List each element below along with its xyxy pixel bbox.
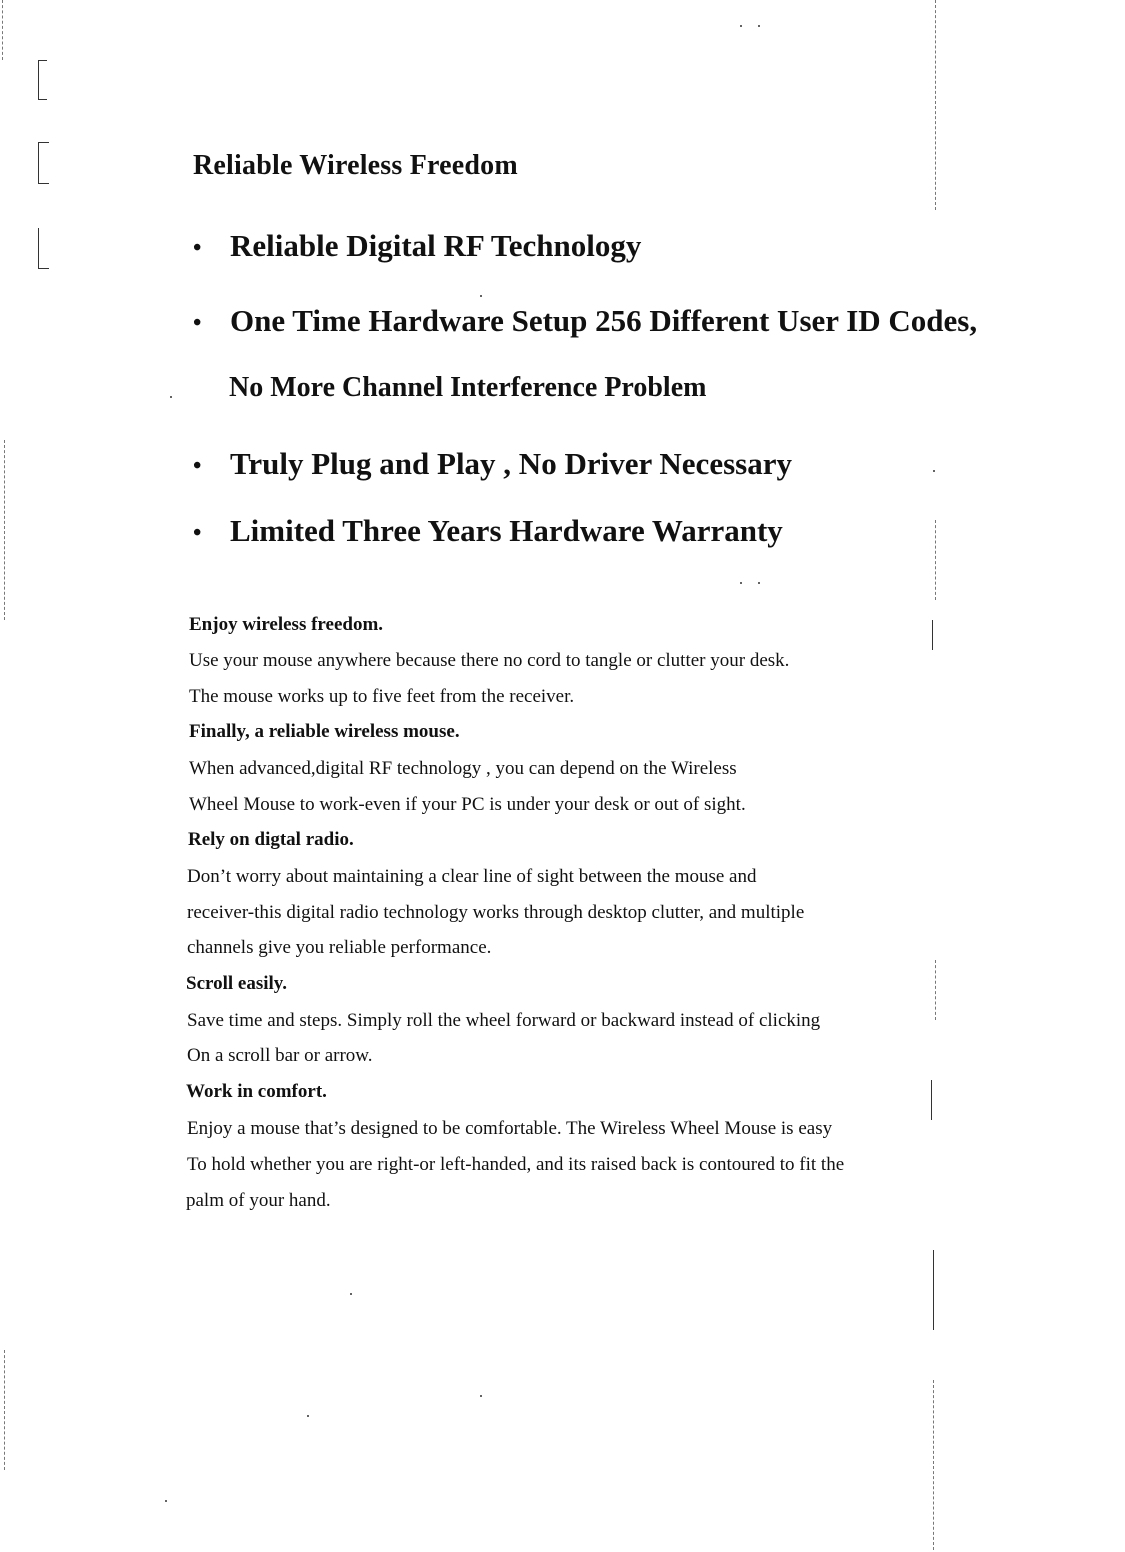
feature-item [193, 228, 641, 264]
scan-speck [740, 582, 742, 584]
scan-speck [350, 1293, 352, 1295]
section-heading: Rely on digtal radio. [188, 829, 354, 850]
body-line: palm of your hand. [186, 1190, 331, 1211]
scan-mark [38, 228, 49, 269]
body-line: Use your mouse anywhere because there no cord to tangle or clutter your desk. [189, 650, 790, 671]
body-line: receiver-this digital radio technology works through desktop clutter, and multiple [187, 902, 805, 923]
body-line: Save time and steps. Simply roll the wheel forward or backward instead of clicking [187, 1010, 821, 1031]
feature-text: Reliable Digital RF Technology [230, 228, 642, 263]
scan-speck [758, 582, 760, 584]
scan-speck [480, 1395, 482, 1397]
scan-edge-line [933, 1380, 934, 1550]
scan-speck [170, 396, 172, 398]
scan-speck [165, 1500, 167, 1502]
feature-text: Truly Plug and Play , No Driver Necessary [230, 446, 792, 481]
body-line: On a scroll bar or arrow. [187, 1045, 373, 1066]
section-heading: Enjoy wireless freedom. [189, 614, 384, 635]
section-heading: Finally, a reliable wireless mouse. [189, 721, 460, 742]
body-line: Wheel Mouse to work-even if your PC is under your desk or out of sight. [189, 794, 746, 815]
bullet-icon: • [193, 235, 202, 262]
body-line: Don’t worry about maintaining a clear line of sight between the mouse and [187, 866, 757, 887]
body-line: Enjoy a mouse that’s designed to be comfortable. The Wireless Wheel Mouse is easy [187, 1118, 833, 1139]
scan-edge-line [4, 440, 5, 620]
scan-edge-line [935, 0, 936, 210]
feature-text: One Time Hardware Setup 256 Different User ID Codes, [230, 303, 978, 338]
scan-speck [758, 25, 760, 27]
scan-speck [480, 295, 482, 297]
bullet-icon: • [193, 453, 202, 480]
bullet-icon: • [193, 520, 202, 547]
scan-speck [740, 25, 742, 27]
feature-item [193, 446, 792, 482]
body-line: The mouse works up to five feet from the receiver. [189, 686, 575, 707]
scan-speck [933, 470, 935, 472]
feature-text-continued: No More Channel Interference Problem [229, 372, 707, 403]
scan-mark [38, 142, 49, 184]
scan-edge-line [932, 620, 933, 650]
page-title: Reliable Wireless Freedom [193, 150, 518, 181]
body-line: To hold whether you are right-or left-handed, and its raised back is contoured to fit the [187, 1154, 845, 1175]
bullet-icon: • [193, 310, 202, 337]
scan-mark [38, 60, 47, 100]
scan-speck [307, 1415, 309, 1417]
section-heading: Scroll easily. [186, 973, 287, 994]
feature-item [193, 513, 783, 549]
scan-edge-line [2, 0, 3, 60]
body-line: When advanced,digital RF technology , you can depend on the Wireless [189, 758, 737, 779]
section-heading: Work in comfort. [186, 1081, 327, 1102]
feature-text: Limited Three Years Hardware Warranty [230, 513, 783, 548]
scan-edge-line [935, 520, 936, 600]
scan-edge-line [4, 1350, 5, 1470]
feature-item [193, 303, 977, 339]
scan-edge-line [933, 1250, 934, 1330]
scan-edge-line [935, 960, 936, 1020]
body-line: channels give you reliable performance. [187, 937, 492, 958]
scan-edge-line [931, 1080, 932, 1120]
